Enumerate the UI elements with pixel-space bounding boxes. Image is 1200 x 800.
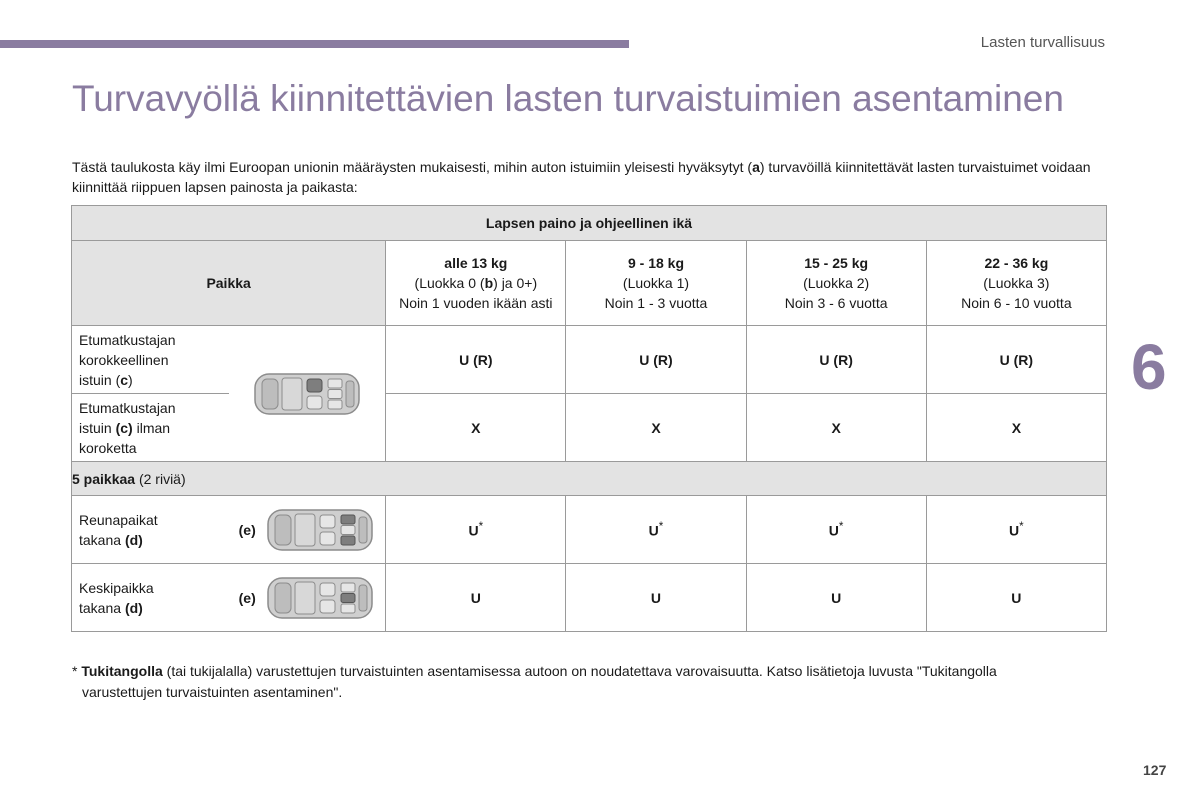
group-0-header: alle 13 kg (Luokka 0 (b) ja 0+) Noin 1 vuoden ikään asti [386, 241, 566, 326]
value-cell: U (R) [926, 326, 1106, 394]
header-accent-bar [0, 40, 629, 48]
section-title: Lasten turvallisuus [980, 34, 1105, 51]
page-title: Turvavyöllä kiinnitettävien lasten turvaistuimien asentaminen [72, 78, 1064, 119]
value-cell: X [566, 394, 746, 462]
page-number: 127 [1143, 762, 1167, 778]
rear-center-image-cell [229, 564, 386, 632]
value-cell: U (R) [746, 326, 926, 394]
group-1-header: 9 - 18 kg (Luokka 1) Noin 1 - 3 vuotta [566, 241, 746, 326]
value-cell: X [746, 394, 926, 462]
row-label-rear-center: Keskipaikka takana (d) [72, 564, 229, 632]
table-row [72, 496, 1107, 564]
car-top-view-rear-center-seat-icon [265, 573, 375, 623]
intro-paragraph: Tästä taulukosta käy ilmi Euroopan unionin määräysten mukaisesti, mihin auton istuimiin yleisesti hyväksytyt (a) turvavöillä kiinnitettävät lasten turvaistuimet voidaan kiinnittää riippuen lapsen painosta ja paikasta: [72, 159, 1091, 195]
rear-outer-image-cell [229, 496, 386, 564]
value-cell: U (R) [566, 326, 746, 394]
section-row-5-seats: 5 paikkaa (2 riviä) [72, 462, 1107, 496]
row-label-front-without-booster: Etumatkustajan istuin (c) ilman koroketta [72, 394, 229, 462]
value-cell: U [386, 564, 566, 632]
value-cell: U (R) [386, 326, 566, 394]
car-top-view-rear-outer-seats-icon [265, 505, 375, 555]
table-row [72, 564, 1107, 632]
group-3-header: 22 - 36 kg (Luokka 3) Noin 6 - 10 vuotta [926, 241, 1106, 326]
value-cell: U* [566, 496, 746, 564]
table-header-weight-age: Lapsen paino ja ohjeellinen ikä [72, 206, 1107, 241]
value-cell: U* [926, 496, 1106, 564]
value-cell: U [926, 564, 1106, 632]
value-cell: U* [386, 496, 566, 564]
table-row [72, 326, 1107, 394]
car-top-view-front-seat-icon [252, 369, 362, 419]
value-cell: X [386, 394, 566, 462]
front-seat-image-cell [229, 326, 386, 462]
row-label-front-with-booster: Etumatkustajan korokkeellinen istuin (c) [72, 326, 229, 394]
value-cell: U* [746, 496, 926, 564]
value-cell: X [926, 394, 1106, 462]
value-cell: U [566, 564, 746, 632]
note-e-mark: (e) [238, 521, 256, 538]
row-label-rear-outer: Reunapaikat takana (d) [72, 496, 229, 564]
group-2-header: 15 - 25 kg (Luokka 2) Noin 3 - 6 vuotta [746, 241, 926, 326]
table-row [72, 394, 1107, 462]
chapter-number: 6 [1131, 331, 1167, 403]
value-cell: U [746, 564, 926, 632]
child-seat-table [71, 205, 1107, 632]
footnote: * Tukitangolla (tai tukijalalla) varustettujen turvaistuinten asentamisessa autoon on noudatettava varovaisuutta. Katso lisätietoja luvusta "Tukitangolla varustettujen turvaistuinten asentaminen". [72, 663, 997, 700]
table-header-place: Paikka [72, 241, 386, 326]
note-e-mark: (e) [238, 589, 256, 606]
